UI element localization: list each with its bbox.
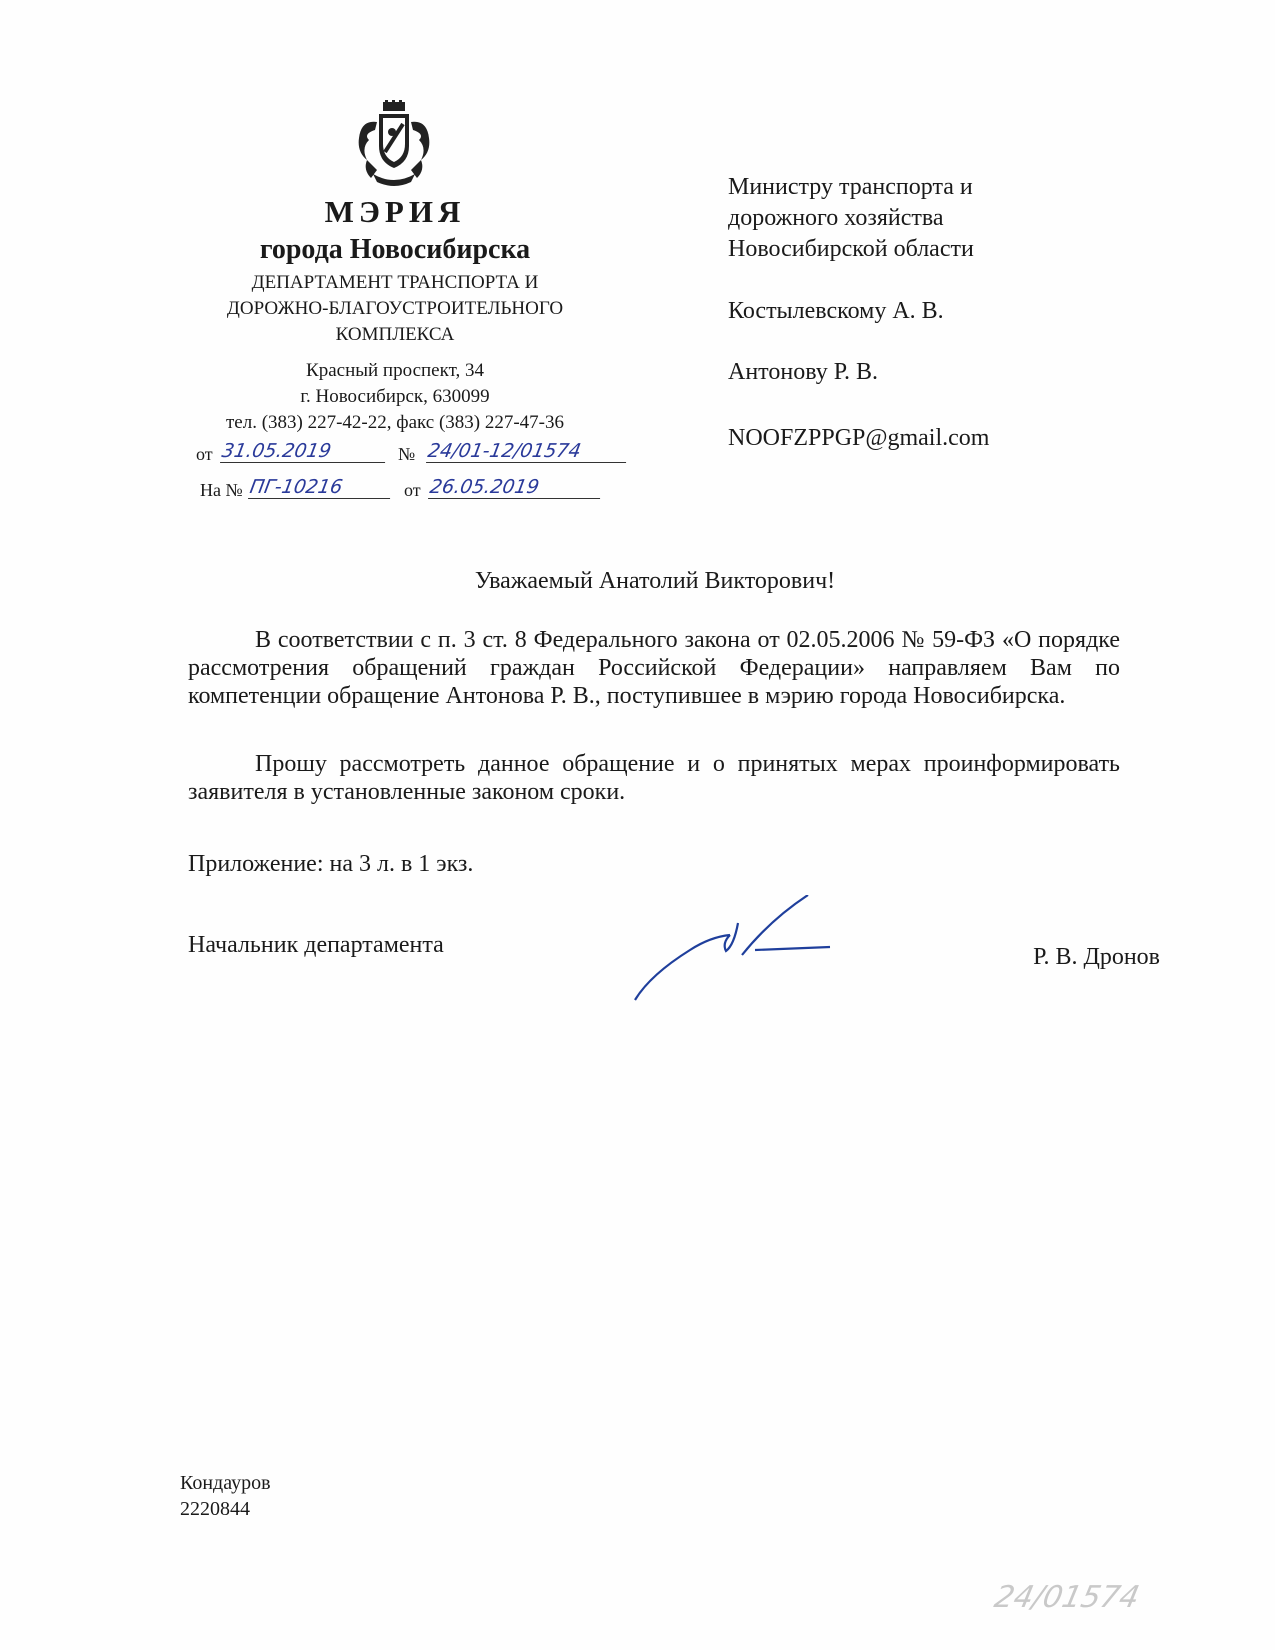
- department-line: ДЕПАРТАМЕНТ ТРАНСПОРТА И: [251, 272, 539, 293]
- department-line: ДОРОЖНО-БЛАГОУСТРОИТЕЛЬНОГО: [226, 298, 564, 319]
- city-title: города Новосибирска: [259, 234, 531, 265]
- body-paragraph-2: Прошу рассмотреть данное обращение и о принятых мерах проинформировать заявителя в установленные законом сроки.: [188, 751, 1120, 805]
- attachment-note: Приложение: на 3 л. в 1 экз.: [188, 851, 474, 877]
- reply-from-label: от: [404, 480, 421, 500]
- in-reply-label: На №: [200, 480, 243, 500]
- signer-name: Р. В. Дронов: [1033, 944, 1160, 970]
- number-label: №: [398, 444, 416, 464]
- city-address: г. Новосибирск, 630099: [300, 386, 490, 407]
- body-paragraph-1: В соответствии с п. 3 ст. 8 Федерального закона от 02.05.2006 № 59-ФЗ «О порядке рассмотрения обращений граждан Российской Федерации» направляем Вам по компетенции обращение Антонова Р. В., поступившее в мэрию города Новосибирска.: [188, 627, 1120, 709]
- outgoing-number: 24/01-12/01574: [426, 440, 630, 463]
- signer-position: Начальник департамента: [188, 932, 444, 958]
- executor-info: [180, 1470, 271, 1522]
- coat-of-arms-icon: [349, 100, 439, 190]
- letterhead-address: [190, 358, 600, 436]
- from-label: от: [196, 444, 213, 464]
- handwritten-signature: [630, 895, 880, 1005]
- reply-number: ПГ-10216: [248, 476, 394, 499]
- executor-name: Кондауров: [180, 1472, 271, 1494]
- addressee-line: Министру транспорта и: [728, 174, 973, 200]
- addressee-line: дорожного хозяйства: [728, 205, 944, 231]
- recipient-2: Антонову Р. В.: [728, 359, 879, 385]
- salutation: Уважаемый Анатолий Викторович!: [474, 568, 836, 594]
- street-address: Красный проспект, 34: [306, 360, 484, 381]
- outgoing-date: 31.05.2019: [220, 440, 389, 463]
- recipient-email: NOOFZPPGP@gmail.com: [728, 425, 990, 451]
- department-name: [190, 270, 600, 348]
- reply-date: 26.05.2019: [428, 476, 604, 499]
- addressee-line: Новосибирской области: [728, 236, 974, 262]
- recipient-1: Костылевскому А. В.: [728, 298, 944, 324]
- addressee-title: [728, 172, 974, 265]
- organization-title: МЭРИЯ: [324, 194, 466, 229]
- executor-phone: 2220844: [180, 1498, 250, 1520]
- contact-phones: тел. (383) 227-42-22, факс (383) 227-47-36: [225, 412, 565, 433]
- registration-stamp: 24/01574: [991, 1580, 1143, 1615]
- department-line: КОМПЛЕКСА: [335, 324, 455, 345]
